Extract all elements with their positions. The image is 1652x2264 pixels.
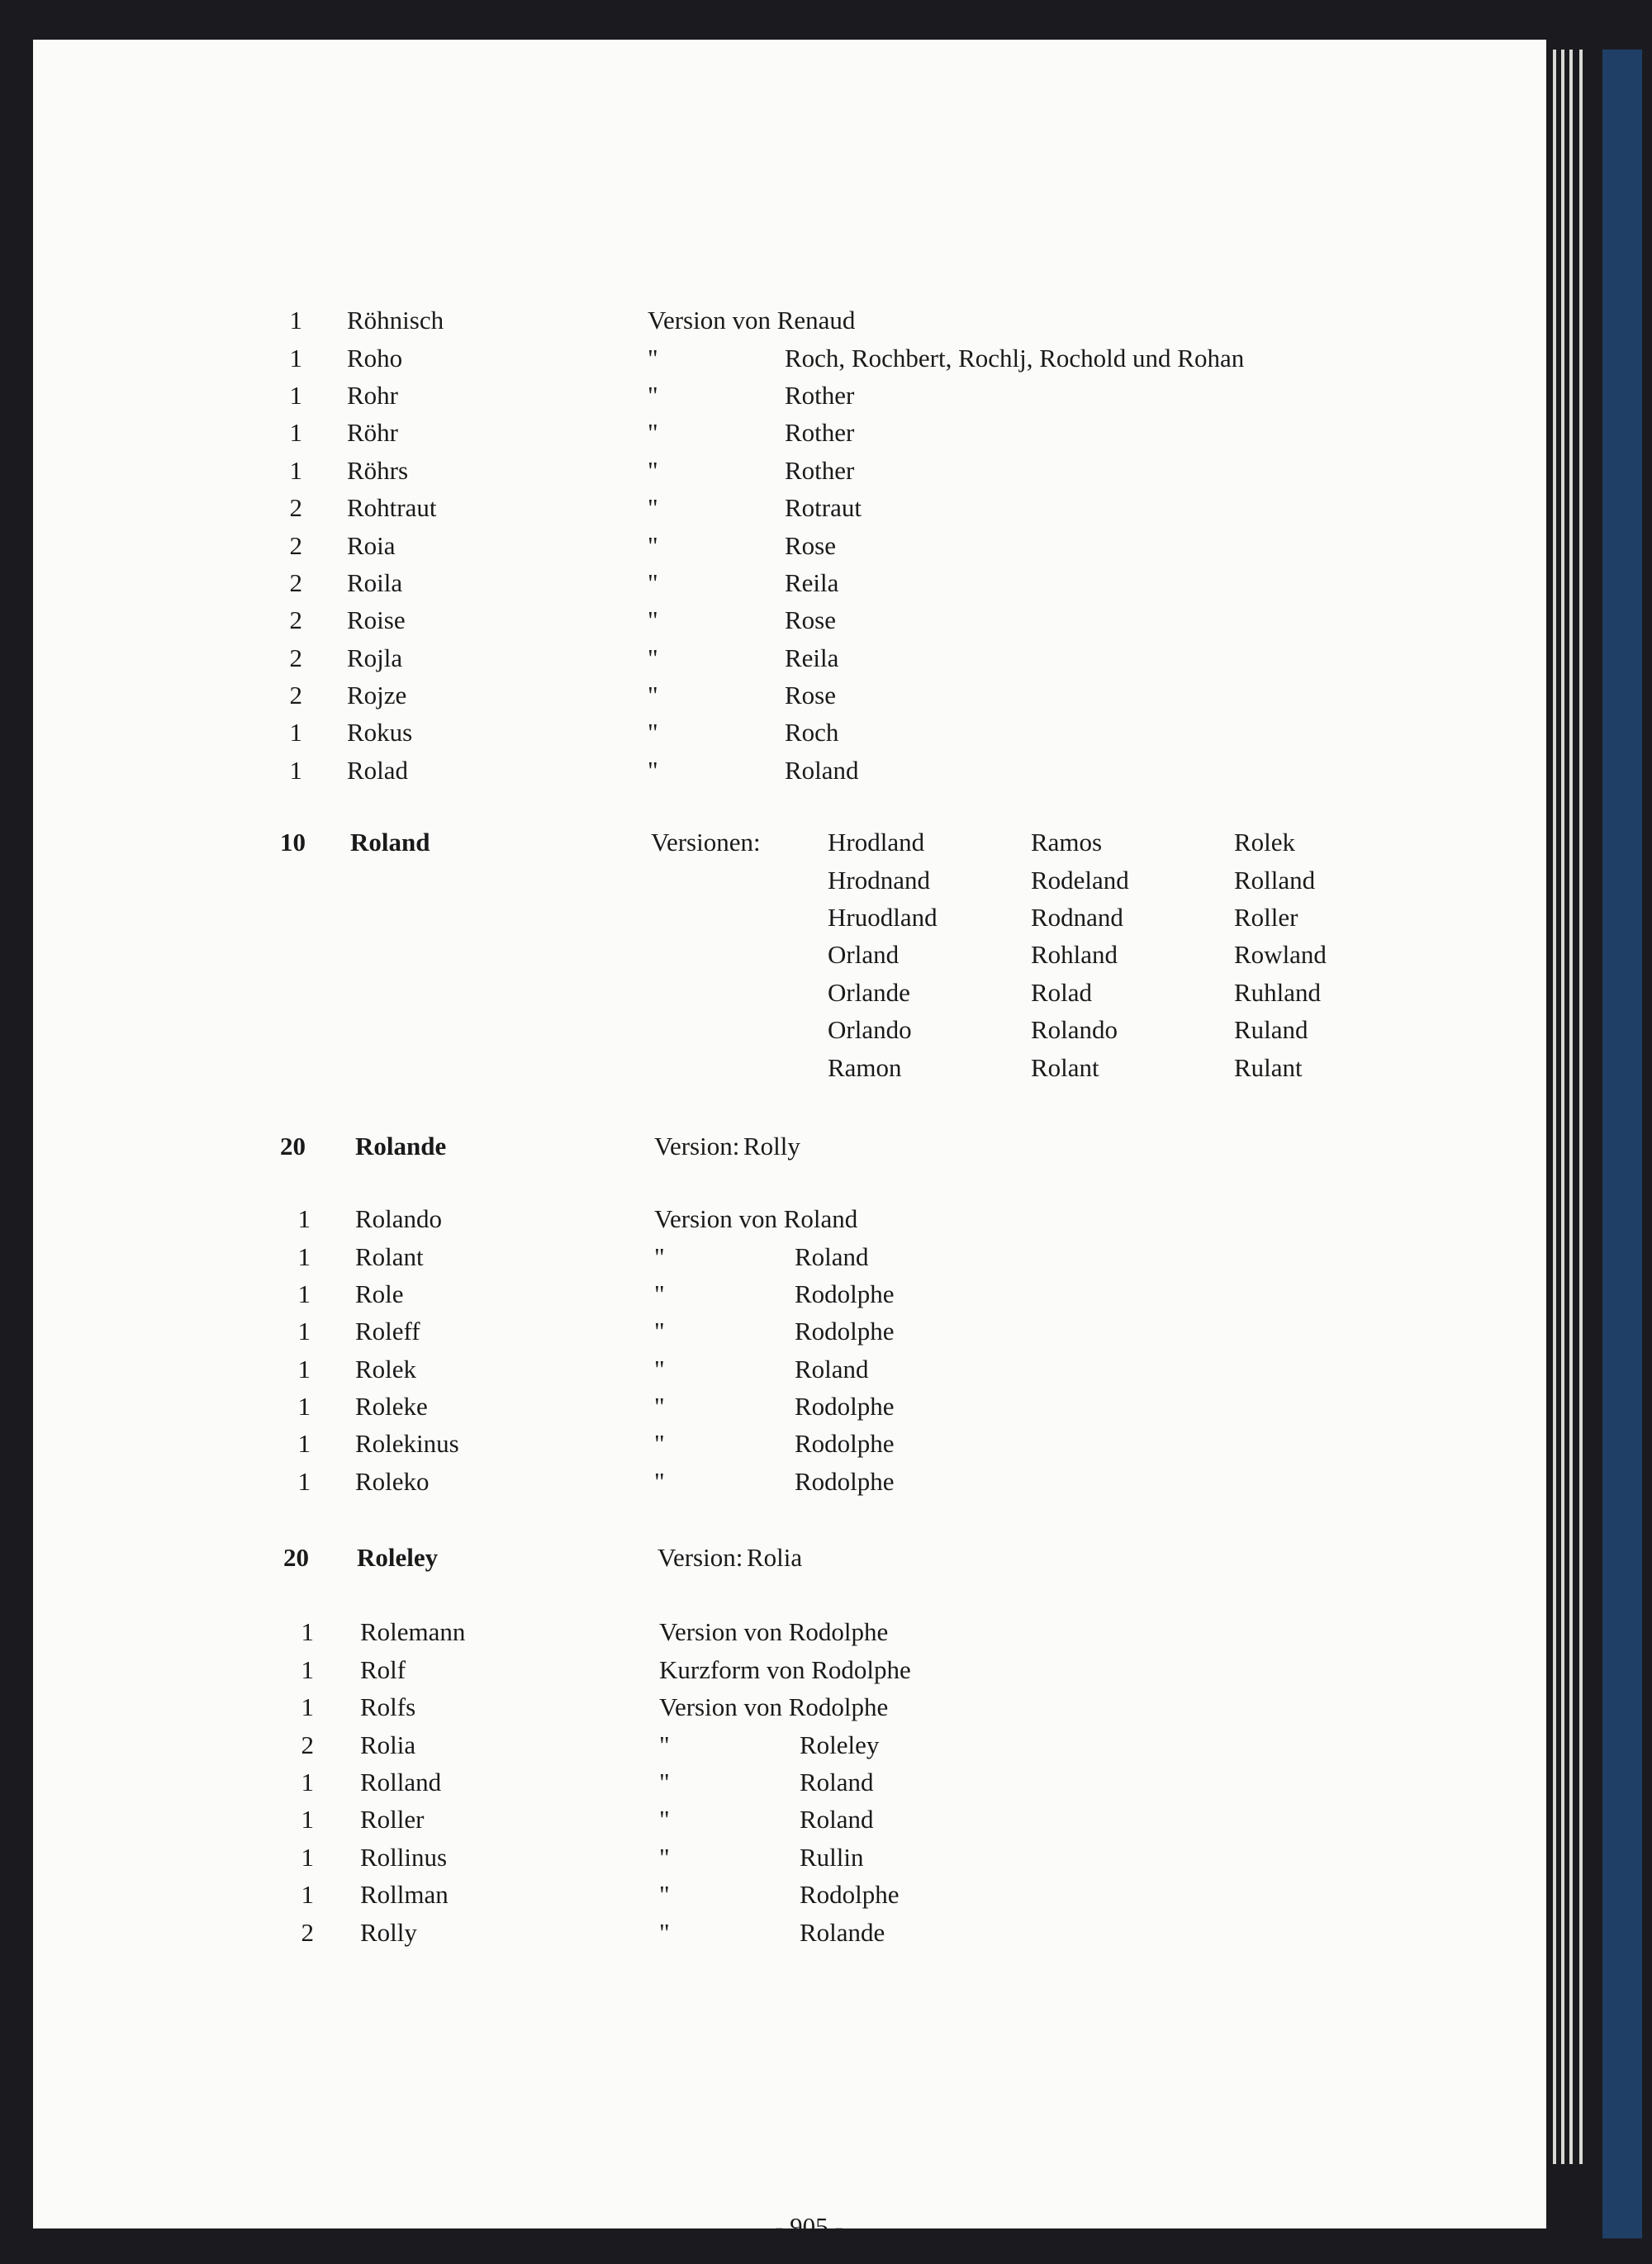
- entry-count: 1: [297, 1467, 311, 1496]
- version-name: Hruodland: [828, 903, 938, 932]
- entry-label: ": [654, 1429, 665, 1458]
- entry-count: 1: [301, 1617, 314, 1646]
- entry-name: Röhnisch: [347, 306, 444, 335]
- entry-count: 1: [289, 756, 302, 785]
- entry-reference: Roland: [800, 1805, 874, 1834]
- entry-reference: Roch: [785, 718, 839, 747]
- entry-reference: Rolia: [747, 1543, 803, 1572]
- entry-count: 2: [289, 681, 302, 710]
- entry-name: Roland: [350, 828, 430, 857]
- version-name: Rohland: [1031, 940, 1118, 969]
- entry-count: 1: [301, 1843, 314, 1872]
- entry-label: ": [659, 1768, 670, 1796]
- entry-name: Roila: [347, 568, 403, 597]
- entry-name: Roller: [360, 1805, 425, 1834]
- page-edge: [1579, 50, 1583, 2164]
- entry-label: ": [648, 681, 658, 710]
- version-name: Hrodnand: [828, 866, 930, 895]
- page-edge: [1569, 50, 1573, 2164]
- version-name: Ruhland: [1234, 978, 1322, 1007]
- entry-name: Rollman: [360, 1880, 449, 1909]
- entry-label: ": [648, 531, 658, 560]
- entry-label: ": [648, 344, 658, 373]
- entry-label: Version von Rodolphe: [659, 1692, 889, 1721]
- entry-name: Rolande: [355, 1132, 447, 1160]
- entry-count: 1: [289, 344, 302, 373]
- version-name: Rulant: [1234, 1053, 1303, 1082]
- entry-reference: Rose: [785, 681, 836, 710]
- entry-name: Roleff: [355, 1317, 420, 1346]
- entry-name: Rollinus: [360, 1843, 448, 1872]
- entry-name: Rolek: [355, 1355, 417, 1384]
- version-name: Roller: [1234, 903, 1298, 932]
- entry-reference: Rother: [785, 418, 855, 447]
- entry-label: ": [654, 1242, 665, 1271]
- entry-label: ": [654, 1279, 665, 1308]
- entry-reference: Roland: [785, 756, 859, 785]
- entry-count: 2: [289, 531, 302, 560]
- entry-name: Rolfs: [360, 1692, 416, 1721]
- entry-count: 1: [297, 1355, 311, 1384]
- entry-reference: Reila: [785, 643, 839, 672]
- entry-count: 1: [297, 1317, 311, 1346]
- entry-label: ": [648, 568, 658, 597]
- entry-name: Rojze: [347, 681, 407, 710]
- entry-label: ": [654, 1392, 665, 1421]
- version-name: Rodeland: [1031, 866, 1129, 895]
- entry-name: Rohtraut: [347, 493, 437, 522]
- entry-label: Version:: [657, 1543, 743, 1572]
- entry-name: Roleley: [357, 1543, 439, 1572]
- entry-name: Rolant: [355, 1242, 424, 1271]
- entry-count: 1: [289, 456, 302, 485]
- entry-reference: Rodolphe: [795, 1279, 895, 1308]
- entry-name: Roia: [347, 531, 396, 560]
- entry-count: 20: [280, 1132, 306, 1160]
- entry-name: Rolad: [347, 756, 409, 785]
- book-page: [33, 40, 1546, 2241]
- entry-reference: Rullin: [800, 1843, 864, 1872]
- entry-count: 1: [289, 306, 302, 335]
- entry-name: Rolf: [360, 1655, 406, 1684]
- version-name: Rolant: [1031, 1053, 1099, 1082]
- version-name: Rolek: [1234, 828, 1296, 857]
- version-name: Orlando: [828, 1015, 912, 1044]
- entry-count: 1: [297, 1242, 311, 1271]
- entry-reference: Rose: [785, 531, 836, 560]
- entry-count: 1: [289, 718, 302, 747]
- entry-label: ": [648, 643, 658, 672]
- entry-reference: Roleley: [800, 1730, 880, 1759]
- entry-name: Roleke: [355, 1392, 428, 1421]
- entry-count: 1: [297, 1279, 311, 1308]
- entry-reference: Reila: [785, 568, 839, 597]
- entry-name: Rohr: [347, 381, 398, 410]
- version-name: Rowland: [1234, 940, 1327, 969]
- entry-reference: Rolly: [743, 1132, 800, 1160]
- entry-name: Roleko: [355, 1467, 430, 1496]
- entry-label: Version:: [654, 1132, 740, 1160]
- entry-name: Röhrs: [347, 456, 409, 485]
- version-name: Orland: [828, 940, 900, 969]
- entry-reference: Rodolphe: [800, 1880, 900, 1909]
- entry-reference: Rodolphe: [795, 1392, 895, 1421]
- entry-label: ": [648, 456, 658, 485]
- entry-count: 10: [280, 828, 306, 857]
- entry-name: Rolia: [360, 1730, 416, 1759]
- entry-name: Rolekinus: [355, 1429, 459, 1458]
- entry-count: 1: [289, 418, 302, 447]
- book-cover: [1602, 50, 1642, 2238]
- entry-name: Rolando: [355, 1204, 443, 1233]
- version-name: Rolad: [1031, 978, 1093, 1007]
- version-name: Rodnand: [1031, 903, 1123, 932]
- version-name: Hrodland: [828, 828, 925, 857]
- entry-name: Rolland: [360, 1768, 442, 1796]
- entry-label: ": [648, 493, 658, 522]
- entry-label: Version von Renaud: [648, 306, 856, 335]
- entry-label: ": [648, 605, 658, 634]
- entry-label: Version von Roland: [654, 1204, 858, 1233]
- entry-label: ": [659, 1843, 670, 1872]
- entry-label: ": [659, 1730, 670, 1759]
- entry-label: ": [659, 1918, 670, 1947]
- entry-label: Kurzform von Rodolphe: [659, 1655, 911, 1684]
- entry-count: 1: [301, 1655, 314, 1684]
- entry-name: Rolly: [360, 1918, 417, 1947]
- entry-reference: Rodolphe: [795, 1317, 895, 1346]
- entry-count: 1: [301, 1768, 314, 1796]
- page-number: - 905 -: [775, 2212, 843, 2241]
- page-edge: [1553, 50, 1556, 2164]
- entry-name: Röhr: [347, 418, 398, 447]
- entry-label: ": [659, 1880, 670, 1909]
- entry-count: 2: [289, 568, 302, 597]
- entry-name: Rojla: [347, 643, 403, 672]
- entry-count: 2: [289, 643, 302, 672]
- version-name: Rolando: [1031, 1015, 1118, 1044]
- entry-name: Rolemann: [360, 1617, 466, 1646]
- page-edge: [1561, 50, 1564, 2164]
- entry-count: 1: [297, 1204, 311, 1233]
- entry-reference: Roland: [800, 1768, 874, 1796]
- version-name: Ramos: [1031, 828, 1103, 857]
- entry-reference: Roch, Rochbert, Rochlj, Rochold und Rohan: [785, 344, 1245, 373]
- entry-count: 1: [301, 1805, 314, 1834]
- entry-label: ": [648, 381, 658, 410]
- version-name: Rolland: [1234, 866, 1316, 895]
- entry-reference: Roland: [795, 1355, 869, 1384]
- version-name: Ramon: [828, 1053, 902, 1082]
- entry-count: 2: [289, 605, 302, 634]
- entry-label: Versionen:: [651, 828, 761, 857]
- entry-label: ": [654, 1467, 665, 1496]
- entry-reference: Rolande: [800, 1918, 885, 1947]
- entry-label: ": [648, 718, 658, 747]
- entry-label: ": [659, 1805, 670, 1834]
- entry-reference: Rodolphe: [795, 1467, 895, 1496]
- version-name: Ruland: [1234, 1015, 1308, 1044]
- version-name: Orlande: [828, 978, 910, 1007]
- entry-count: 1: [297, 1392, 311, 1421]
- entry-label: ": [648, 756, 658, 785]
- entry-count: 1: [301, 1692, 314, 1721]
- entry-count: 2: [301, 1918, 314, 1947]
- entry-reference: Rodolphe: [795, 1429, 895, 1458]
- entry-count: 20: [283, 1543, 309, 1572]
- entry-reference: Rotraut: [785, 493, 862, 522]
- entry-name: Rokus: [347, 718, 413, 747]
- entry-reference: Roland: [795, 1242, 869, 1271]
- entry-label: Version von Rodolphe: [659, 1617, 889, 1646]
- entry-reference: Rother: [785, 381, 855, 410]
- entry-count: 2: [301, 1730, 314, 1759]
- entry-count: 1: [289, 381, 302, 410]
- entry-count: 1: [301, 1880, 314, 1909]
- entry-reference: Rother: [785, 456, 855, 485]
- entry-name: Roho: [347, 344, 403, 373]
- entry-name: Roise: [347, 605, 406, 634]
- entry-count: 2: [289, 493, 302, 522]
- entry-label: ": [654, 1355, 665, 1384]
- entry-reference: Rose: [785, 605, 836, 634]
- entry-count: 1: [297, 1429, 311, 1458]
- entry-label: ": [648, 418, 658, 447]
- entry-name: Role: [355, 1279, 404, 1308]
- entry-label: ": [654, 1317, 665, 1346]
